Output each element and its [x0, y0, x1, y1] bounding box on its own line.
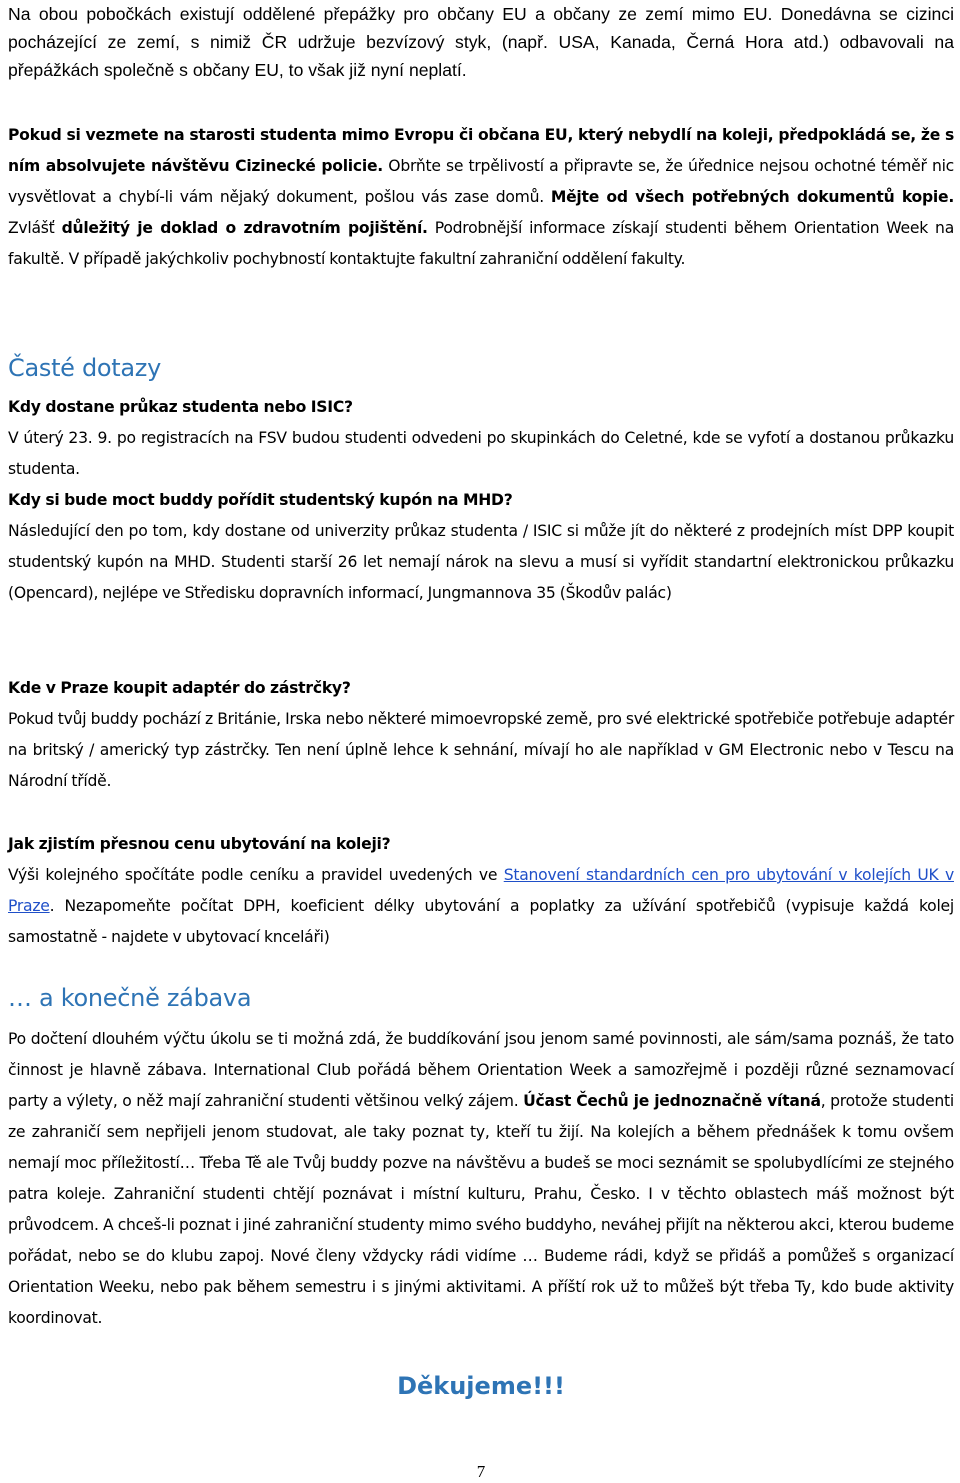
- page-number: 7: [476, 1462, 486, 1481]
- fun-paragraph: [8, 1024, 954, 1334]
- police-bold-2: Mějte od všech potřebných dokumentů kopie.: [550, 188, 954, 206]
- police-text-3: Podrobnější informace získají studenti během Orientation Week na fakultě. V případě jakýchkoliv pochybností kontaktujte fakultní zahraniční oddělení fakulty.: [8, 219, 954, 268]
- police-paragraph: [8, 120, 954, 275]
- faq-section-price: [8, 829, 954, 953]
- police-text-2: Zvlášť: [8, 219, 62, 237]
- fun-bold: Účast Čechů je jednoznačně vítaná: [523, 1092, 821, 1110]
- intro-paragraph: Na obou pobočkách existují oddělené přepážky pro občany EU a občany ze zemí mimo EU. Donedávna se cizinci pocházející ze zemí, s nimiž ČR udržuje bezvízový styk, (např. USA, Kanada, Černá Hora atd.) odbavovali na přepážkách společně s občany EU, to však již nyní neplatí.: [8, 4, 954, 80]
- thanks-heading: Děkujeme!!!: [397, 1372, 565, 1400]
- faq-answer-adapter: Pokud tvůj buddy pochází z Británie, Irska nebo některé mimoevropské země, pro své elektrické spotřebiče potřebuje adaptér na britský / americký typ zástrčky. Ten není úplně lehce k sehnání, mívají ho ale například v GM Electronic nebo v Tescu na Národní třídě.: [8, 710, 954, 790]
- faq-question-isic: Kdy dostane průkaz studenta nebo ISIC?: [8, 398, 353, 416]
- police-text-1: Obrňte se trpělivostí a připravte se, že úřednice nejsou ochotné téměř nic vysvětlovat a chybí-li vám nějaký dokument, pošlou vás zase domů.: [8, 157, 954, 206]
- faq-answer-isic: V úterý 23. 9. po registracích na FSV budou studenti odvedeni po skupinkách do Celetné, kde se vyfotí a dostanou průkazku studenta.: [8, 429, 954, 478]
- faq-heading: Časté dotazy: [8, 354, 162, 382]
- faq-answer-price-pre: Výši kolejného spočítáte podle ceníku a pravidel uvedených ve: [8, 866, 504, 884]
- police-bold-3: důležitý je doklad o zdravotním pojištění.: [61, 219, 428, 237]
- faq-answer-price: [8, 860, 954, 953]
- faq-section-adapter: [8, 673, 954, 797]
- fun-heading: … a konečně zábava: [8, 984, 252, 1012]
- pricing-rules-link[interactable]: Stanovení standardních cen pro ubytování v kolejích UK v Praze: [8, 866, 954, 915]
- fun-text-1: Po dočtení dlouhém výčtu úkolu se ti možná zdá, že buddíkování jsou jenom samé povinnosti, ale sám/sama poznáš, že tato činnost je hlavně zábava. International Club pořádá během Orientation Week a samozřejmě i později různé seznamovací party a výlety, o něž mají zahraniční studenti většinou velký zájem.: [8, 1030, 954, 1110]
- faq-section: [8, 392, 954, 609]
- faq-answer-mhd: Následující den po tom, kdy dostane od univerzity průkaz studenta / ISIC si může jít do některé z prodejních míst DPP koupit studentský kupón na MHD. Studenti starší 26 let nemají nárok na slevu a musí si vyřídit standartní elektronickou průkazku (Opencard), nejlépe ve Středisku dopravních informací, Jungmannova 35 (Škodův palác): [8, 522, 954, 602]
- faq-answer-price-post: . Nezapomeňte počítat DPH, koeficient délky ubytování a poplatky za užívání spotřebičů (vypisuje každá kolej samostatně - najdete v ubytovací knceláři): [8, 897, 954, 946]
- police-bold-1: Pokud si vezmete na starosti studenta mimo Evropu či občana EU, který nebydlí na koleji, předpokládá se, že s ním absolvujete návštěvu Cizinecké policie.: [8, 126, 954, 175]
- faq-question-mhd: Kdy si bude moct buddy pořídit studentský kupón na MHD?: [8, 491, 513, 509]
- faq-question-price: Jak zjistím přesnou cenu ubytování na koleji?: [8, 835, 391, 853]
- fun-text-2: , protože studenti ze zahraničí sem nepřijeli jenom studovat, ale taky poznat ty, kteří tu žijí. Na kolejích a během přednášek k tomu ovšem nemají moc příležitostí… Třeba Tě ale Tvůj buddy pozve na návštěvu a budeš se moci seznámit se spolubydlícími ze stejného patra koleje. Zahraniční studenti chtějí poznávat i místní kulturu, Prahu, Česko. I v těchto oblastech máš možnost být průvodcem. A chceš-li poznat i jiné zahraniční studenty mimo svého buddyho, neváhej přijít na některou akci, kterou budeme pořádat, nebo se do klubu zapoj. Nové členy vždycky rádi vidíme … Budeme rádi, když se přidáš a pomůžeš s organizací Orientation Weeku, nebo pak během semestru i s jinými aktivitami. A příští rok už to můžeš být třeba Ty, kdo bude aktivity koordinovat.: [8, 1092, 954, 1327]
- faq-question-adapter: Kde v Praze koupit adaptér do zástrčky?: [8, 679, 351, 697]
